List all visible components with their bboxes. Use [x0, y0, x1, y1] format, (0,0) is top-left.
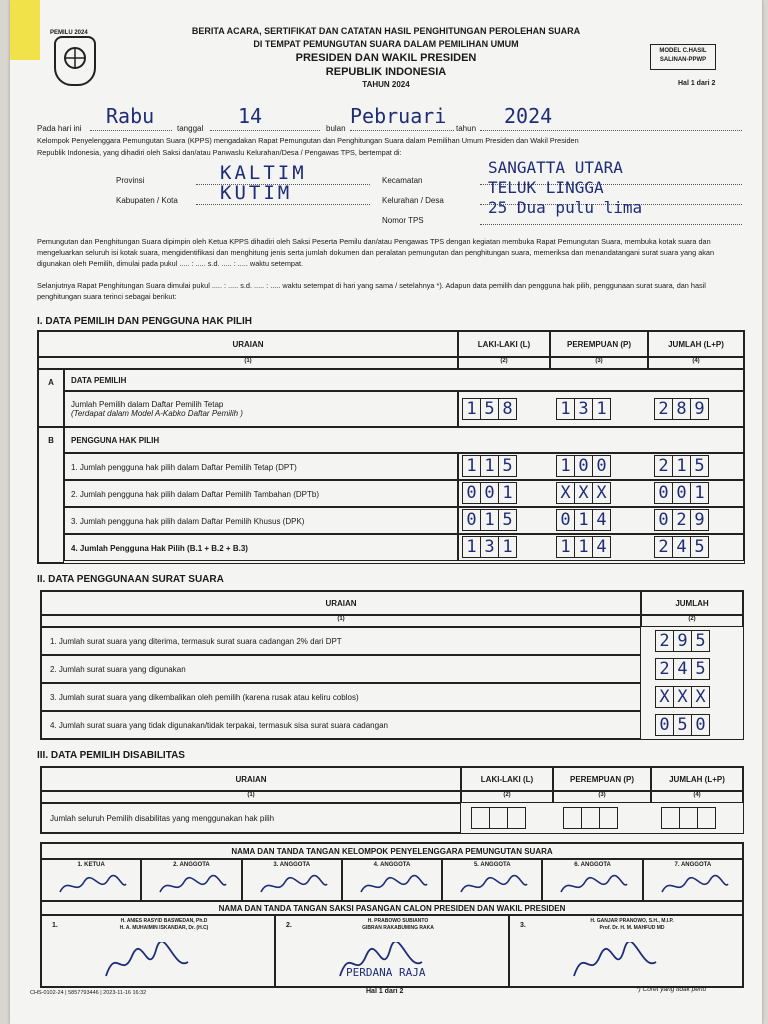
s2-j-box: 2	[655, 658, 674, 680]
s1-b-l-box: 1	[498, 482, 517, 504]
s3-l-box	[507, 807, 526, 829]
s2-num-1: (1)	[41, 615, 641, 627]
kpps-sign-cell	[542, 859, 642, 901]
s2-j-box: 2	[655, 630, 674, 652]
handwritten-signature	[660, 874, 730, 902]
s1-header-j: JUMLAH (L+P)	[648, 331, 744, 357]
s1-b-p-box: 4	[592, 509, 611, 531]
s1-b-row-p-boxes	[556, 509, 610, 531]
s1-b-p-box: X	[556, 482, 575, 504]
s1-b-l-box: 1	[462, 455, 481, 477]
s1-a-l-box: 8	[498, 398, 517, 420]
s1-b-p-box: 1	[556, 455, 575, 477]
s1-b-row-label: 4. Jumlah Pengguna Hak Pilih (B.1 + B.2 + B.3)	[64, 534, 458, 561]
kpps-sign-role: 5. ANGGOTA	[473, 862, 511, 868]
saksi-sign-cell	[41, 915, 275, 987]
saksi-candidate-president: H. ANIES RASYID BASWEDAN, Ph.D	[120, 918, 208, 924]
s1-a-j-box: 2	[654, 398, 673, 420]
s3-num-2: (2)	[461, 791, 553, 803]
s3-l-box	[489, 807, 508, 829]
s2-j-box: 5	[673, 714, 692, 736]
saksi-candidate-vice: H. A. MUHAIMIN ISKANDAR, Dr. (H.C)	[119, 925, 209, 931]
s1-b-row-label: 3. Jumlah pengguna hak pilih dalam Daftar Pemilih Khusus (DPK)	[64, 507, 458, 534]
kpps-sign-cell	[242, 859, 342, 901]
saksi-number: 1.	[52, 922, 58, 929]
s1-b-l-box: 1	[498, 536, 517, 558]
signature-section	[40, 842, 744, 988]
handwritten-signature	[58, 874, 128, 902]
s2-row-label: 2. Jumlah surat suara yang digunakan	[41, 655, 641, 683]
s1-header-uraian: URAIAN	[38, 331, 458, 357]
s1-b-row-p-boxes	[556, 536, 610, 558]
s1-a-j-box: 8	[672, 398, 691, 420]
kabupaten-value: KUTIM	[220, 182, 293, 204]
s2-row-j-boxes	[655, 658, 709, 680]
kpps-sign-role: 6. ANGGOTA	[574, 862, 611, 868]
s2-j-box: 0	[691, 714, 710, 736]
intro-text2: Republik Indonesia, yang dihadiri oleh Saksi dan/atau Panwaslu Kelurahan/Desa / Pengawas TPS, bertempat di:	[37, 148, 402, 157]
s1-a-l-box: 1	[462, 398, 481, 420]
s3-l-boxes	[471, 807, 525, 829]
handwritten-signature	[559, 874, 629, 902]
s1-b-p-box: 4	[592, 536, 611, 558]
s1-b-row-label: 1. Jumlah pengguna hak pilih dalam Daftar Pemilih Tetap (DPT)	[64, 453, 458, 480]
s1-b-j-box: 0	[672, 482, 691, 504]
s1-a-l-boxes	[462, 398, 516, 420]
s1-b-j-box: 9	[690, 509, 709, 531]
s3-header-uraian: URAIAN	[41, 767, 461, 791]
s1-a-j-box: 9	[690, 398, 709, 420]
doc-title-line3: PRESIDEN DAN WAKIL PRESIDEN	[295, 52, 477, 64]
kpps-sign-role: 7. ANGGOTA	[674, 862, 712, 868]
intro-text1: Kelompok Penyelenggara Pemungutan Suara (KPPS) mengadakan Rapat Pemungutan dan Penghitungan Suara dalam Pemilihan Umum Presiden dan Wakil Presiden	[37, 136, 579, 145]
kpps-sign-title: NAMA DAN TANDA TANGAN KELOMPOK PENYELENGGARA PEMUNGUTAN SUARA	[41, 843, 743, 859]
s3-j-boxes	[661, 807, 715, 829]
kpps-sign-cell	[141, 859, 241, 901]
kpps-sign-cell	[442, 859, 542, 901]
handwritten-signature	[459, 874, 529, 902]
s3-p-box	[581, 807, 600, 829]
s1-b-l-box: 0	[462, 482, 481, 504]
page-indicator: Hal 1 dari 2	[678, 80, 716, 87]
s1-b-row-label: 2. Jumlah pengguna hak pilih dalam Daftar Pemilih Tambahan (DPTb)	[64, 480, 458, 507]
s2-row-label: 3. Jumlah surat suara yang dikembalikan oleh pemilih (karena rusak atau keliru coblos)	[41, 683, 641, 711]
pada-hari-label: Pada hari ini	[37, 124, 82, 133]
saksi-handwritten-name: PERDANA RAJA	[346, 966, 426, 979]
s1-b-l-box: 1	[480, 455, 499, 477]
s2-num-2: (2)	[641, 615, 743, 627]
s1-b-p-box: 1	[574, 509, 593, 531]
s2-j-box: X	[655, 686, 674, 708]
s1-b-p-box: X	[574, 482, 593, 504]
provinsi-label: Provinsi	[116, 176, 145, 185]
section2-table	[40, 590, 744, 740]
s1-b-title: PENGGUNA HAK PILIH	[64, 427, 744, 453]
saksi-sign-cell	[509, 915, 743, 987]
s1-b-j-box: 2	[654, 455, 673, 477]
kpps-sign-role: 1. KETUA	[77, 862, 105, 868]
s1-b-row-l-boxes	[462, 536, 516, 558]
s1-b-row-p-boxes	[556, 482, 610, 504]
s3-num-1: (1)	[41, 791, 461, 803]
kpps-sign-role: 3. ANGGOTA	[273, 862, 311, 868]
s1-b-l-box: 5	[498, 509, 517, 531]
tanggal-value: 14	[238, 104, 263, 128]
s1-header-l: LAKI-LAKI (L)	[458, 331, 550, 357]
s1-b-j-box: 2	[654, 536, 673, 558]
s1-b-j-box: 1	[672, 455, 691, 477]
s1-b-j-box: 1	[690, 482, 709, 504]
s3-j-box	[661, 807, 680, 829]
s1-a-row	[64, 391, 458, 427]
bulan-value: Pebruari	[350, 104, 447, 128]
s3-l-box	[471, 807, 490, 829]
s1-b-p-box: X	[592, 482, 611, 504]
kpps-sign-cell	[342, 859, 442, 901]
saksi-number: 3.	[520, 922, 526, 929]
footer-code: CHS-0102-24 | 5857793446 | 2023-11-16 16:32	[30, 990, 147, 996]
s1-b-row-l-boxes	[462, 455, 516, 477]
tps-label: Nomor TPS	[382, 216, 424, 225]
paragraph-2: Selanjutnya Rapat Penghitungan Suara dimulai pukul ..... : ..... s.d. ..... : ..... waktu setempat di hari yang sama / setelahnya *). Adapun data pemilih dan pengguna hak pilih, penggunaan surat suara, dan hasil penghitungan suara terinci sebagai berikut:	[37, 281, 706, 301]
s1-b-j-box: 5	[690, 536, 709, 558]
handwritten-signature	[570, 942, 660, 986]
s1-b-row-j-boxes	[654, 536, 708, 558]
s2-j-box: X	[691, 686, 710, 708]
provinsi-value: KALTIM	[220, 162, 307, 184]
s1-b-l-box: 1	[480, 509, 499, 531]
logo-caption: PEMILU 2024	[50, 30, 88, 36]
s1-b-row-j-boxes	[654, 509, 708, 531]
s1-b-row-p-boxes	[556, 455, 610, 477]
handwritten-signature	[336, 942, 426, 986]
s1-b-l-box: 5	[498, 455, 517, 477]
s1-b-row-j-boxes	[654, 455, 708, 477]
kelurahan-label: Kelurahan / Desa	[382, 196, 444, 205]
kecamatan-value: SANGATTA UTARA	[488, 158, 623, 177]
s1-b-row-l-boxes	[462, 509, 516, 531]
s1-b-j-box: 5	[690, 455, 709, 477]
s1-letter-a: A	[38, 369, 64, 427]
footer-page: Hal 1 dari 2	[366, 988, 404, 995]
kpps-sign-role: 4. ANGGOTA	[373, 862, 411, 868]
saksi-candidate-vice: Prof. Dr. H. M. MAHFUD MD	[599, 925, 665, 931]
s3-header-j: JUMLAH (L+P)	[651, 767, 743, 791]
doc-title-line4: REPUBLIK INDONESIA	[325, 66, 447, 78]
kpps-sign-role: 2. ANGGOTA	[173, 862, 210, 868]
handwritten-signature	[259, 874, 329, 902]
s2-row-label: 1. Jumlah surat suara yang diterima, termasuk surat suara cadangan 2% dari DPT	[41, 627, 641, 655]
kabupaten-label: Kabupaten / Kota	[116, 196, 178, 205]
s1-a-l-box: 5	[480, 398, 499, 420]
s1-num-3: (3)	[550, 357, 648, 369]
handwritten-signature	[359, 874, 429, 902]
kpps-sign-cell	[643, 859, 743, 901]
hari-value: Rabu	[106, 104, 155, 128]
s2-row-j-boxes	[655, 714, 709, 736]
s3-num-4: (4)	[651, 791, 743, 803]
s1-a-p-box: 3	[574, 398, 593, 420]
saksi-sign-title: NAMA DAN TANDA TANGAN SAKSI PASANGAN CALON PRESIDEN DAN WAKIL PRESIDEN	[41, 901, 743, 915]
s2-row-j-boxes	[655, 630, 709, 652]
doc-title-line1: BERITA ACARA, SERTIFIKAT DAN CATATAN HASIL PENGHITUNGAN PEROLEHAN SUARA	[191, 26, 581, 36]
model-box: MODEL C.HASIL SALINAN-PPWP	[650, 44, 716, 70]
section1-title: I. DATA PEMILIH DAN PENGGUNA HAK PILIH	[37, 316, 252, 327]
handwritten-signature	[102, 942, 192, 986]
saksi-candidate-president: H. PRABOWO SUBIANTO	[367, 918, 429, 924]
s2-j-box: 5	[691, 630, 710, 652]
s1-b-p-box: 1	[556, 536, 575, 558]
saksi-candidate-vice: GIBRAN RAKABUMING RAKA	[362, 925, 434, 931]
s3-header-p: PEREMPUAN (P)	[553, 767, 651, 791]
s3-p-box	[599, 807, 618, 829]
section3-table	[40, 766, 744, 834]
tanggal-label: tanggal	[177, 124, 204, 133]
s1-letter-b: B	[38, 427, 64, 563]
s1-b-l-box: 3	[480, 536, 499, 558]
s1-b-row-l-boxes	[462, 482, 516, 504]
document-page	[10, 0, 762, 1024]
s2-header-j: JUMLAH	[641, 591, 743, 615]
s3-j-box	[679, 807, 698, 829]
bulan-label: bulan	[326, 124, 346, 133]
doc-title-line2: DI TEMPAT PEMUNGUTAN SUARA DALAM PEMILIHAN UMUM	[253, 39, 519, 49]
s2-j-box: X	[673, 686, 692, 708]
s1-b-l-box: 0	[462, 509, 481, 531]
s1-num-2: (2)	[458, 357, 550, 369]
s1-a-title: DATA PEMILIH	[64, 369, 744, 391]
s1-b-j-box: 0	[654, 509, 673, 531]
kecamatan-label: Kecamatan	[382, 176, 423, 185]
s3-j-box	[697, 807, 716, 829]
tps-value: 25 Dua pulu lima	[488, 198, 643, 217]
s2-j-box: 9	[673, 630, 692, 652]
s3-num-3: (3)	[553, 791, 651, 803]
s3-p-box	[563, 807, 582, 829]
s1-b-p-box: 0	[574, 455, 593, 477]
s3-header-l: LAKI-LAKI (L)	[461, 767, 553, 791]
s1-num-4: (4)	[648, 357, 744, 369]
saksi-sign-cell	[275, 915, 509, 987]
tahun-value: 2024	[504, 104, 553, 128]
s3-p-boxes	[563, 807, 617, 829]
s2-row-label: 4. Jumlah surat suara yang tidak digunakan/tidak terpakai, termasuk sisa surat suara cadangan	[41, 711, 641, 739]
kpps-sign-cell	[41, 859, 141, 901]
s1-a-j-boxes	[654, 398, 708, 420]
s1-header-p: PEREMPUAN (P)	[550, 331, 648, 357]
s3-row-label: Jumlah seluruh Pemilih disabilitas yang menggunakan hak pilih	[41, 803, 461, 833]
s1-b-l-box: 1	[462, 536, 481, 558]
handwritten-signature	[158, 874, 228, 902]
s1-b-row-j-boxes	[654, 482, 708, 504]
s1-a-row-sublabel: (Terdapat dalam Model A-Kabko Daftar Pemilih )	[71, 409, 243, 418]
section1-table	[37, 330, 745, 564]
s1-b-p-box: 0	[592, 455, 611, 477]
s2-j-box: 0	[655, 714, 674, 736]
s1-a-p-boxes	[556, 398, 610, 420]
section3-title: III. DATA PEMILIH DISABILITAS	[37, 750, 185, 761]
s1-a-row-label: Jumlah Pemilih dalam Daftar Pemilih Tetap	[71, 400, 224, 409]
saksi-number: 2.	[286, 922, 292, 929]
s1-b-j-box: 2	[672, 509, 691, 531]
footer-note: *) Coret yang tidak perlu	[636, 986, 707, 993]
section2-title: II. DATA PENGGUNAAN SURAT SUARA	[37, 574, 224, 585]
s1-b-j-box: 4	[672, 536, 691, 558]
s1-b-l-box: 0	[480, 482, 499, 504]
s1-b-p-box: 1	[574, 536, 593, 558]
tahun-label: tahun	[456, 124, 477, 133]
s1-b-p-box: 0	[556, 509, 575, 531]
s1-a-p-box: 1	[556, 398, 575, 420]
s2-j-box: 5	[691, 658, 710, 680]
s2-header-uraian: URAIAN	[41, 591, 641, 615]
doc-title-year: TAHUN 2024	[362, 80, 410, 89]
s2-row-j-boxes	[655, 686, 709, 708]
saksi-candidate-president: H. GANJAR PRANOWO, S.H., M.I.P.	[590, 918, 674, 924]
s2-j-box: 4	[673, 658, 692, 680]
s1-b-j-box: 0	[654, 482, 673, 504]
kelurahan-value: TELUK LINGGA	[488, 178, 604, 197]
s1-a-p-box: 1	[592, 398, 611, 420]
paragraph-1: Pemungutan dan Penghitungan Suara dipimpin oleh Ketua KPPS dihadiri oleh Saksi Peserta Pemilu dan/atau Pengawas TPS dengan kegiatan membuka Rapat Pemungutan Suara, membuka kotak suara dan mengeluarkan seluruh isi kotak suara, mengidentifikasi dan menghitung jenis serta jumlah dokumen dan peralatan pemungutan dan penghitungan suara, memeriksa dan menandatangani surat suara yang akan digunakan oleh Pemilih, dimulai pada pukul ..... : ..... s.d. ..... : ..... waktu setempat.	[37, 237, 715, 268]
s1-num-1: (1)	[38, 357, 458, 369]
